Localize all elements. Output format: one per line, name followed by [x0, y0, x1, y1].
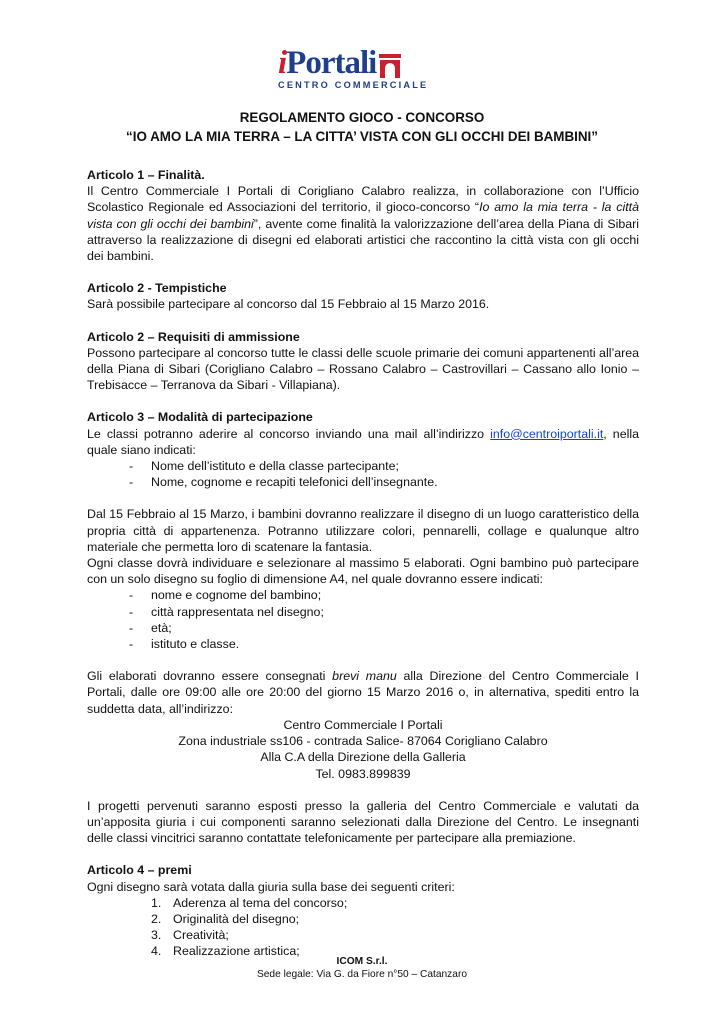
logo-subtitle: CENTRO COMMERCIALE — [278, 80, 429, 90]
list-item: 3. Creatività; — [151, 928, 229, 943]
list-item: 2. Originalità del disegno; — [151, 911, 300, 926]
article-3 — [87, 409, 639, 846]
article-4 — [87, 862, 639, 959]
list-item: - nome e cognome del bambino; — [129, 588, 322, 603]
article-2-requirements-text: Possono partecipare al concorso tutte le classi delle scuole primarie dei comuni appartenenti all’area della Piana di Sibari (Corigliano Calabro – Rossano Calabro – Castrovillari – Cassano allo Ionio – Trebisacce – Terranova da Sibari - Villapiana). — [87, 345, 639, 393]
article-3-intro: Le classi potranno aderire al concorso inviando una mail all’indirizzo info@centroiportali.it, nella quale siano indicati: — [87, 426, 639, 457]
article-3-paragraph-5: I progetti pervenuti saranno esposti presso la galleria del Centro Commerciale e valutati da un’apposita giuria i cui componenti saranno selezionati dalla Direzione del Centro. Le insegnanti delle classi vincitrici saranno contattate telefonicamente per partecipare alla premiazione. — [87, 798, 639, 846]
submission-info-list — [87, 458, 639, 490]
article-2-text: Sarà possibile partecipare al concorso dal 15 Febbraio al 15 Marzo 2016. — [87, 297, 490, 312]
article-3-heading: Articolo 3 – Modalità di partecipazione — [87, 410, 313, 425]
list-item: - Nome dell’istituto e della classe partecipante; — [129, 459, 399, 474]
logo-word-portali: Portali — [286, 45, 377, 81]
iportali-logo — [278, 45, 438, 96]
footer — [0, 955, 724, 981]
list-item: - Nome, cognome e recapiti telefonici dell’insegnante. — [129, 475, 438, 490]
article-2 — [87, 280, 639, 312]
document-subtitle: “IO AMO LA MIA TERRA – LA CITTA’ VISTA CON GLI OCCHI DEI BAMBINI” — [126, 129, 598, 144]
footer-address: Sede legale: Via G. da Fiore n°50 – Catanzaro — [256, 969, 468, 980]
article-2-heading: Articolo 2 - Tempistiche — [87, 281, 227, 296]
article-1-text: Il Centro Commerciale I Portali di Corigliano Calabro realizza, in collaborazione con l’Ufficio Scolastico Regionale ed Associazioni del territorio, il gioco-concorso “Io amo la mia terra - la città vista con gli occhi dei bambini”, avente come finalità la valorizzazione dell’area della Piana di Sibari attraverso la realizzazione di disegni ed elaborati artistici che raccontino la città vista con gli occhi dei bambini. — [87, 184, 640, 264]
delivery-address: Centro Commerciale I Portali Zona industriale ss106 - contrada Salice- 87064 Corigliano Calabro Alla C.A della Direzione della Galleria Tel. 0983.899839 — [178, 717, 548, 781]
article-1-heading: Articolo 1 – Finalità. — [87, 168, 205, 182]
document-body — [87, 167, 639, 960]
logo-wordmark — [278, 45, 377, 81]
article-3-paragraph-2: Dal 15 Febbraio al 15 Marzo, i bambini dovranno realizzare il disegno di un luogo caratteristico della propria città di appartenenza. Potranno utilizzare colori, pennarelli, collage e qualunque altro materiale che permetta loro di scatenare la fantasia. — [87, 507, 639, 554]
list-item: - età; — [129, 620, 172, 635]
list-item: 1. Aderenza al tema del concorso; — [151, 895, 348, 910]
list-item: - istituto e classe. — [129, 637, 240, 652]
footer-company: ICOM S.r.l. — [336, 956, 388, 967]
criteria-list — [87, 895, 639, 960]
drawing-info-list — [87, 587, 639, 652]
article-1 — [87, 167, 639, 264]
article-3-paragraph-3: Ogni classe dovrà individuare e selezionare al massimo 5 elaborati. Ogni bambino può partecipare con un solo disegno su foglio di dimensione A4, nel quale dovranno essere indicati: — [87, 556, 639, 587]
document-title: REGOLAMENTO GIOCO - CONCORSO — [239, 110, 485, 125]
article-2-requirements-heading: Articolo 2 – Requisiti di ammissione — [87, 329, 300, 344]
article-2-requirements — [87, 329, 639, 394]
article-4-text: Ogni disegno sarà votata dalla giuria sulla base dei seguenti criteri: — [87, 879, 455, 894]
logo-letter-i: i — [278, 45, 287, 81]
list-item: 4. Realizzazione artistica; — [151, 944, 300, 959]
list-item: - città rappresentata nel disegno; — [129, 604, 324, 619]
article-4-heading: Articolo 4 – premi — [87, 863, 192, 878]
email-link[interactable]: info@centroiportali.it — [490, 426, 604, 441]
arch-icon — [379, 54, 401, 78]
article-3-paragraph-4: Gli elaborati dovranno essere consegnati brevi manu alla Direzione del Centro Commerciale I Portali, dalle ore 09:00 alle ore 20:00 del giorno 15 Marzo 2016 o, in alternativa, spediti entro la suddetta data, all’indirizzo: — [87, 669, 639, 716]
